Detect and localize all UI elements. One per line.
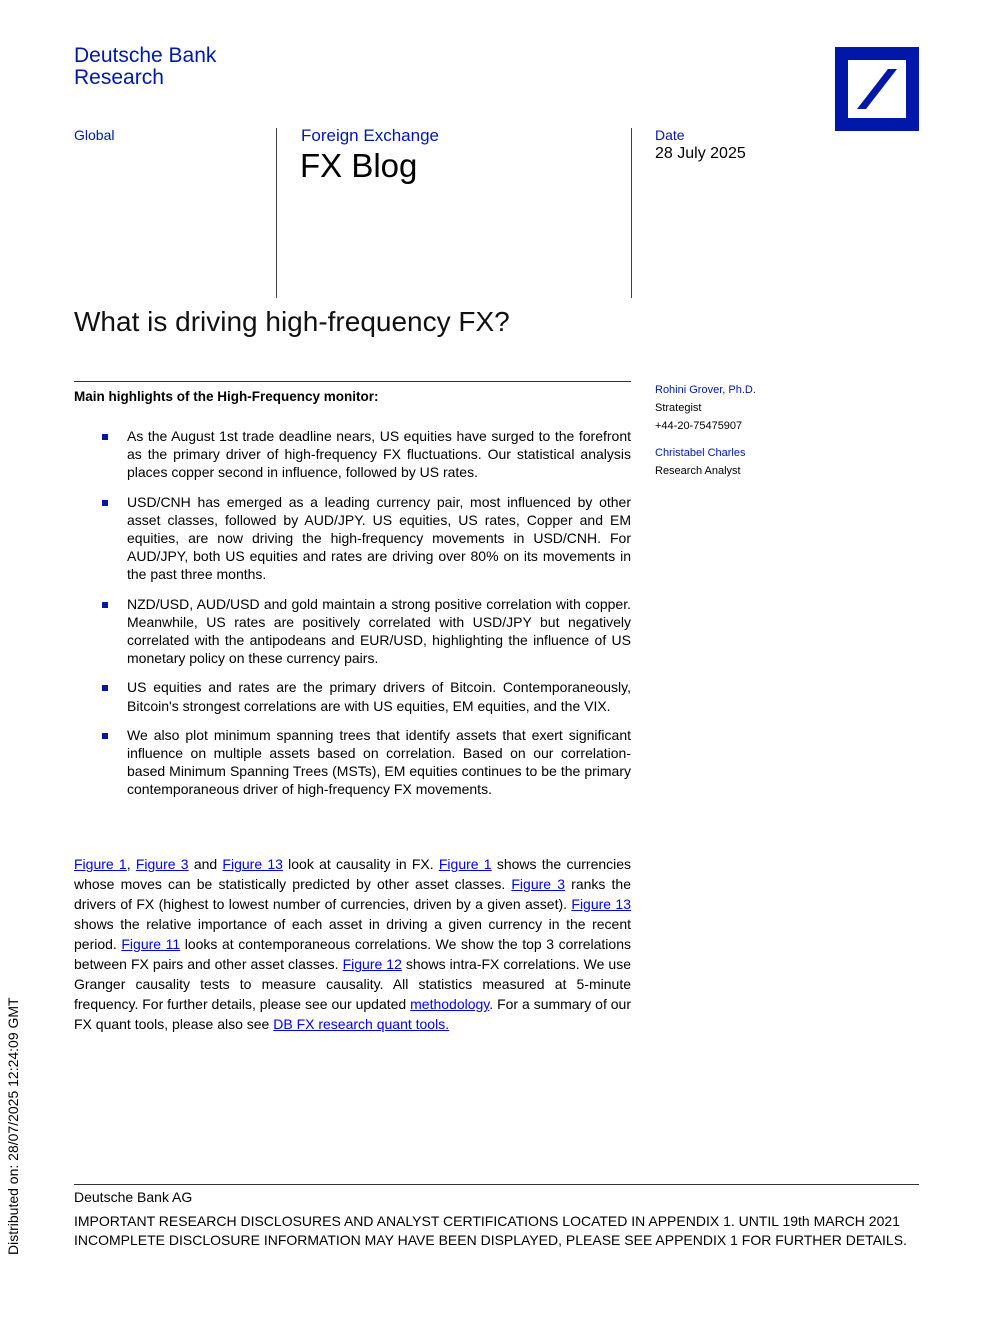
figure-12-link[interactable]: Figure 12: [342, 956, 402, 972]
body-text: shows intra-FX correlations. We use Granger causality tests to measure causality. All statistics measured at 5-minute frequency. For further details, please see our updated: [74, 956, 631, 1012]
date-label: Date: [655, 127, 685, 143]
figure-1-link-2[interactable]: Figure 1: [438, 856, 492, 872]
body-text: ranks the drivers of FX (highest to lowest number of currencies, driven by a given asset).: [74, 876, 631, 912]
region-label: Global: [74, 127, 115, 143]
series-title: FX Blog: [300, 147, 418, 184]
highlights-title: Main highlights of the High-Frequency monitor:: [74, 389, 379, 404]
figure-1-link[interactable]: Figure 1: [74, 856, 127, 872]
page-headline: What is driving high-frequency FX?: [74, 306, 510, 337]
author-title: Strategist: [655, 402, 702, 414]
deutsche-bank-logo-icon: [835, 47, 919, 131]
list-item: [100, 595, 631, 668]
list-item: [100, 493, 631, 584]
methodology-link[interactable]: methodology: [410, 996, 490, 1012]
header-divider-left: [276, 128, 277, 298]
author-panel: [655, 381, 756, 480]
body-text: and: [188, 856, 223, 872]
bullet-square-icon: [102, 602, 108, 608]
footer-disclosure: IMPORTANT RESEARCH DISCLOSURES AND ANALYST CERTIFICATIONS LOCATED IN APPENDIX 1. UNTIL 19th MARCH 2021 INCOMPLETE DISCLOSURE INFORMATION MAY HAVE BEEN DISPLAYED, PLEASE SEE APPENDIX 1 FOR FURTHER DETAILS.: [74, 1213, 907, 1248]
author-spacer: [655, 435, 756, 444]
footer-rule: [74, 1184, 919, 1185]
brand-line-2: Research: [74, 66, 164, 89]
quant-tools-link[interactable]: DB FX research quant tools.: [273, 1016, 450, 1032]
body-text: . For a summary of our FX quant tools, please also see: [74, 996, 631, 1032]
body-text: shows the currencies whose moves can be statistically predicted by other asset classes.: [74, 856, 632, 892]
highlights-list: [100, 427, 631, 810]
figure-3-link[interactable]: Figure 3: [135, 856, 189, 872]
date-value: 28 July 2025: [655, 145, 746, 162]
list-item: [100, 726, 631, 799]
list-item: [100, 427, 631, 482]
bullet-text: NZD/USD, AUD/USD and gold maintain a strong positive correlation with copper. Meanwhile, US rates are positively correlated with USD/JPY but negatively correlated with the antipodeans and EUR/USD, highlighting the influence of US monetary policy on these currency pairs.: [127, 595, 631, 667]
author-phone: +44-20-75475907: [655, 420, 743, 432]
author-name[interactable]: Rohini Grover, Ph.D.: [655, 384, 756, 396]
bullet-text: We also plot minimum spanning trees that identify assets that exert significant influence on multiple assets based on correlation. Based on our correlation-based Minimum Spanning Trees (MSTs), EM equities continues to be the primary contemporaneous driver of high-frequency FX movements.: [127, 726, 631, 798]
figure-11-link[interactable]: Figure 11: [121, 936, 181, 952]
section-label: Foreign Exchange: [301, 126, 439, 145]
bullet-square-icon: [102, 685, 108, 691]
header-divider-right: [631, 128, 632, 298]
list-item: [100, 678, 631, 714]
body-text: shows the relative importance of each asset in driving a given currency in the recent period.: [74, 916, 631, 952]
figure-13-link[interactable]: Figure 13: [222, 856, 283, 872]
bullet-square-icon: [102, 500, 108, 506]
footer-company: Deutsche Bank AG: [74, 1189, 193, 1205]
logo-slash-icon: [848, 60, 906, 118]
figure-3-link-2[interactable]: Figure 3: [511, 876, 565, 892]
brand-name: [74, 45, 216, 89]
body-text: look at causality in FX.: [282, 856, 439, 872]
bullet-square-icon: [102, 733, 108, 739]
author-name[interactable]: Christabel Charles: [655, 447, 746, 459]
bullet-text: As the August 1st trade deadline nears, US equities have surged to the forefront as the primary driver of high-frequency FX fluctuations. Our statistical analysis places copper second in influence, followed by US rates.: [127, 428, 631, 481]
brand-line-1: Deutsche Bank: [74, 44, 217, 67]
bullet-square-icon: [102, 434, 108, 440]
highlights-rule: [74, 381, 631, 382]
body-text: looks at contemporaneous correlations. We show the top 3 correlations between FX pairs and other asset classes.: [74, 936, 631, 972]
bullet-text: USD/CNH has emerged as a leading currency pair, most influenced by other asset classes, followed by AUD/JPY. US equities, US rates, Copper and EM equities, are now driving the high-frequency movements in USD/CNH. For AUD/JPY, both US equities and rates are driving over 80% on its movements in the past three months.: [127, 493, 631, 583]
figure-13-link-2[interactable]: Figure 13: [571, 896, 631, 912]
bullet-text: US equities and rates are the primary drivers of Bitcoin. Contemporaneously, Bitcoin's strongest correlations are with US equities, EM equities, and the VIX.: [127, 679, 631, 714]
body-paragraph: [74, 854, 631, 1034]
author-title: Research Analyst: [655, 465, 741, 477]
logo-inner: [848, 60, 906, 118]
distribution-stamp: Distributed on: 28/07/2025 12:24:09 GMT: [5, 997, 21, 1255]
body-text: ,: [126, 856, 136, 872]
